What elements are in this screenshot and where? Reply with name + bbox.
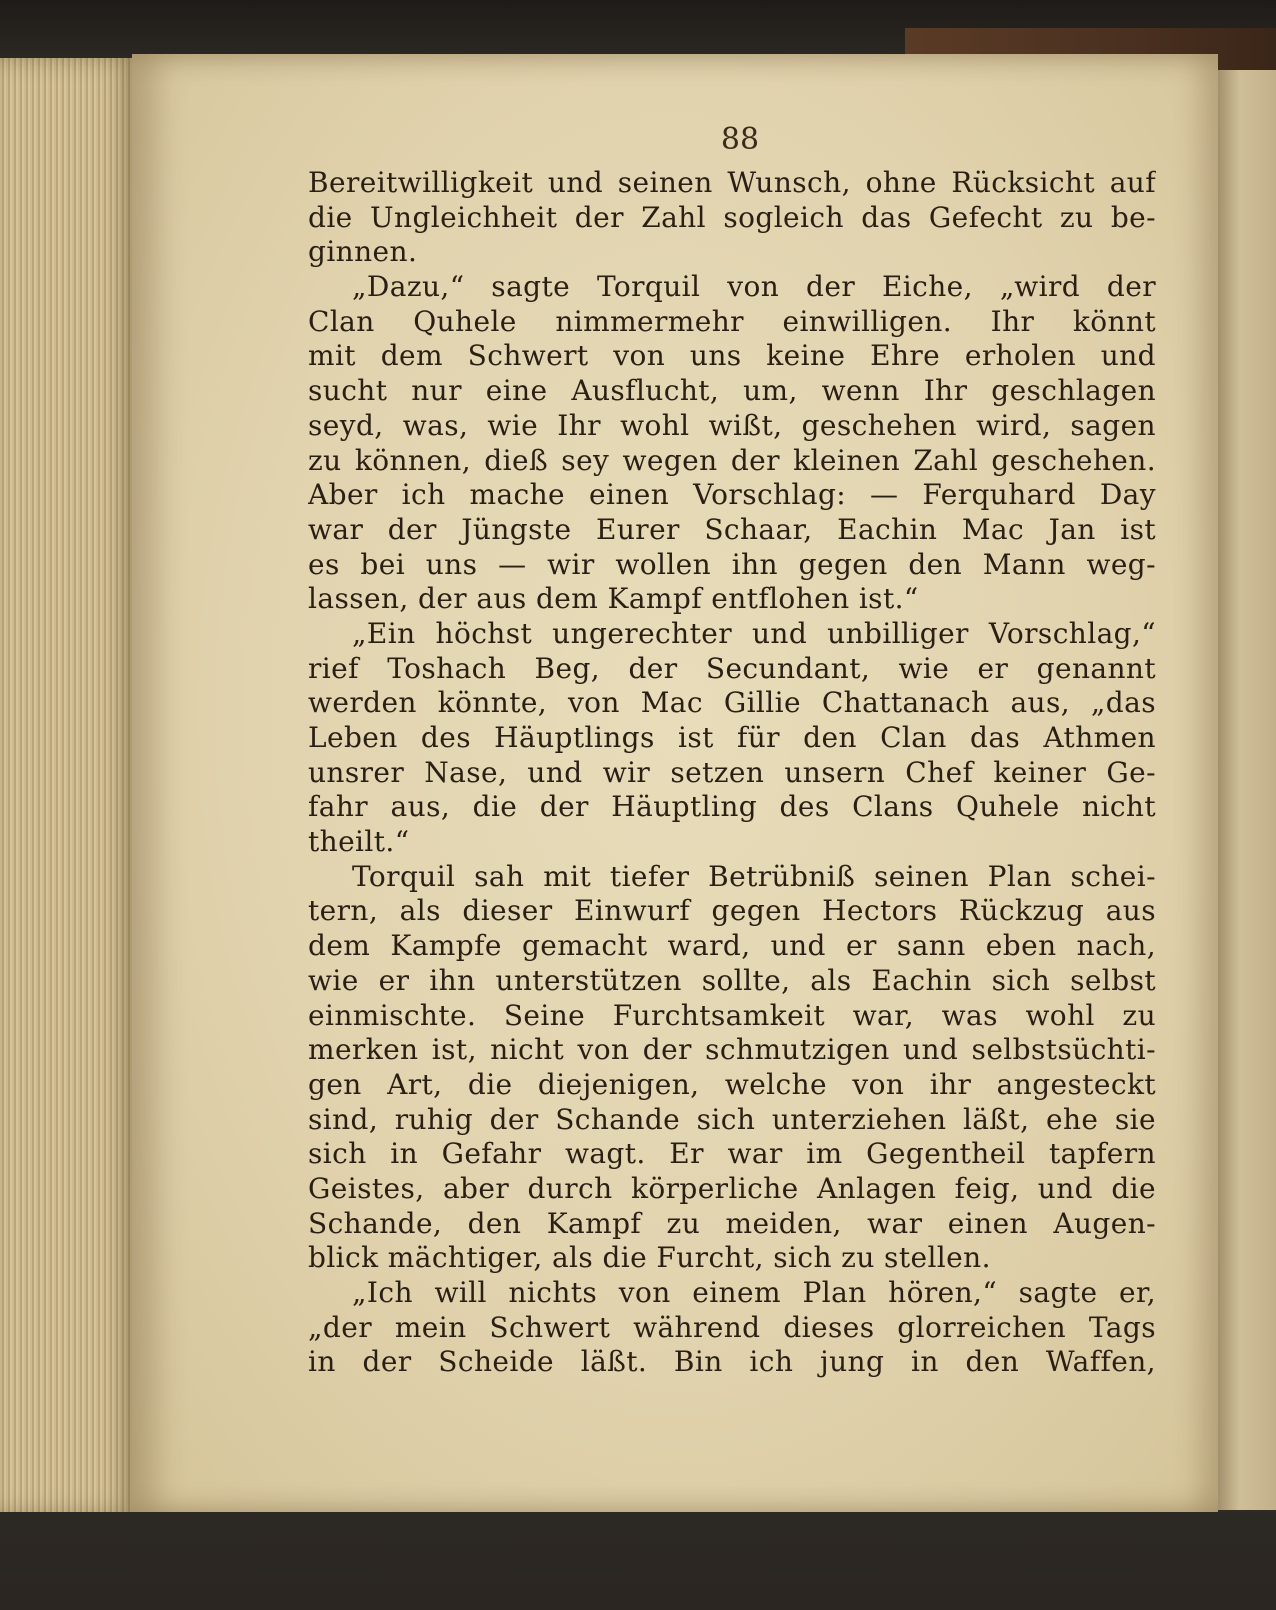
text-line: mit dem Schwert von uns keine Ehre erholen und (308, 339, 1156, 373)
text-line: „Dazu,“ sagte Torquil von der Eiche, „wird der (352, 270, 1156, 304)
text-line: Schande, den Kampf zu meiden, war einen Augen- (308, 1206, 1156, 1240)
text-line: einmischte. Seine Furchtsamkeit war, was wohl zu (308, 998, 1156, 1032)
text-line: wie er ihn unterstützen sollte, als Eachin sich selbst (308, 963, 1156, 997)
text-line: „Ich will nichts von einem Plan hören,“ sagte er, (352, 1276, 1156, 1309)
text-line: ginnen. (308, 235, 418, 269)
book-bottom-shadow (0, 1512, 1276, 1610)
text-line: merken ist, nicht von der schmutzigen und selbstsüchti- (308, 1033, 1156, 1067)
text-line: seyd, was, wie Ihr wohl wißt, geschehen wird, sagen (308, 408, 1156, 442)
text-line: lassen, der aus dem Kampf entflohen ist.“ (308, 582, 919, 616)
text-line: sich in Gefahr wagt. Er war im Gegentheil tapfern (308, 1137, 1156, 1171)
text-line: es bei uns — wir wollen ihn gegen den Mann weg- (308, 547, 1156, 581)
text-line: fahr aus, die der Häuptling des Clans Quhele nicht (308, 790, 1156, 824)
text-line: Torquil sah mit tiefer Betrübniß seinen Plan schei- (352, 859, 1156, 893)
text-line: Bereitwilligkeit und seinen Wunsch, ohne Rücksicht auf (308, 166, 1156, 199)
text-line: tern, als dieser Einwurf gegen Hectors Rückzug aus (308, 894, 1156, 928)
text-line: war der Jüngste Eurer Schaar, Eachin Mac Jan ist (308, 512, 1156, 546)
text-line: Leben des Häuptlings ist für den Clan das Athmen (308, 721, 1156, 754)
text-line: blick mächtiger, als die Furcht, sich zu stellen. (308, 1241, 991, 1275)
text-line: zu können, dieß sey wegen der kleinen Zahl geschehen. (308, 443, 1156, 477)
text-line: die Ungleichheit der Zahl sogleich das Gefecht zu be- (308, 200, 1156, 234)
page-number: 88 (720, 122, 760, 157)
text-line: Aber ich mache einen Vorschlag: — Ferquhard Day (308, 478, 1156, 512)
text-line: werden könnte, von Mac Gillie Chattanach aus, „das (308, 686, 1156, 720)
text-line: dem Kampfe gemacht ward, und er sann eben nach, (308, 929, 1156, 963)
text-line: „der mein Schwert während dieses glorreichen Tags (308, 1310, 1156, 1344)
text-line: theilt.“ (308, 825, 410, 859)
text-line: gen Art, die diejenigen, welche von ihr angesteckt (308, 1067, 1156, 1101)
text-line: sind, ruhig der Schande sich unterziehen läßt, ehe sie (308, 1102, 1156, 1136)
text-line: rief Toshach Beg, der Secundant, wie er genannt (308, 651, 1156, 685)
facing-page-edge (1216, 70, 1276, 1510)
text-line: Clan Quhele nimmermehr einwilligen. Ihr könnt (308, 304, 1156, 338)
text-line: unsrer Nase, und wir setzen unsern Chef keiner Ge- (308, 755, 1156, 789)
book-page-edges (0, 58, 138, 1514)
text-line: in der Scheide läßt. Bin ich jung in den Waffen, (308, 1345, 1156, 1379)
text-line: sucht nur eine Ausflucht, um, wenn Ihr geschlagen (308, 374, 1156, 408)
page-text (308, 166, 1156, 1380)
text-line: Geistes, aber durch körperliche Anlagen feig, und die (308, 1171, 1156, 1205)
text-line: „Ein höchst ungerechter und unbilliger Vorschlag,“ (352, 616, 1156, 650)
